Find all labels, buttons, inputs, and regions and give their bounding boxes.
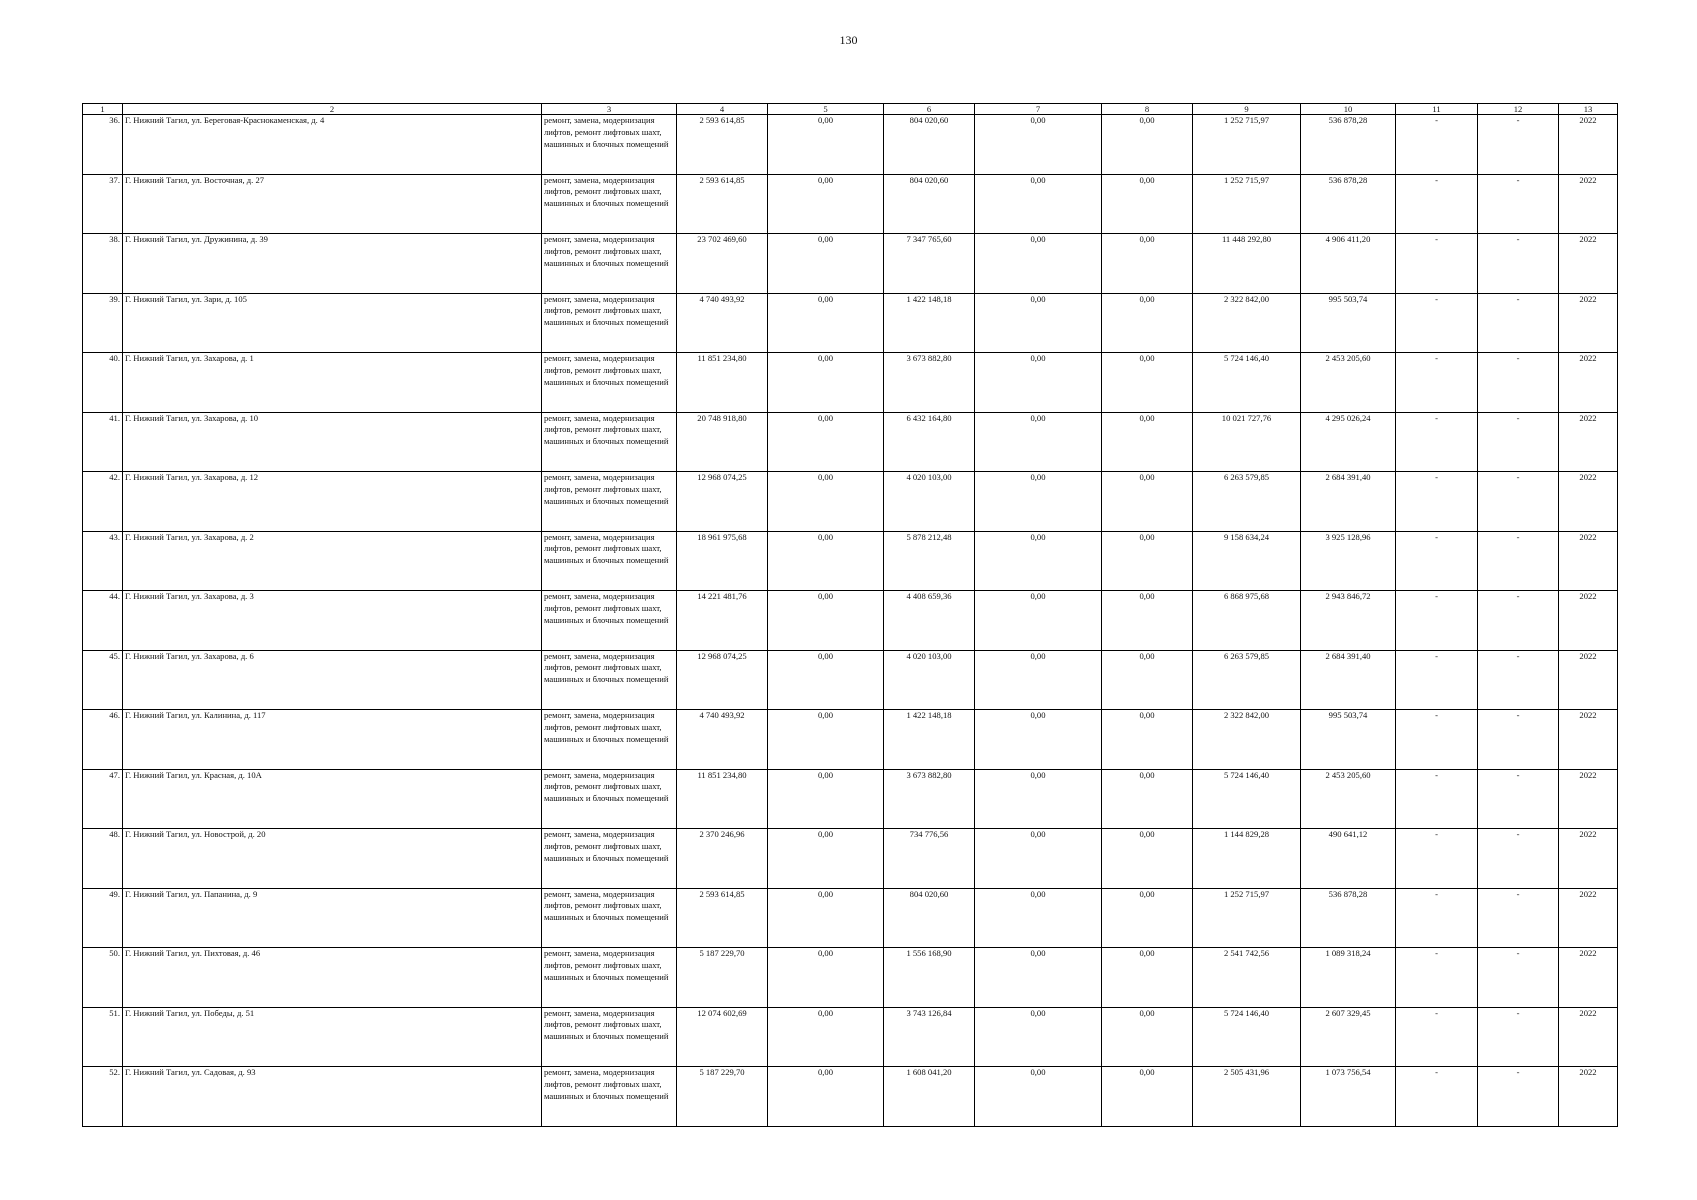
col9-cell: 11 448 292,80 [1193, 234, 1301, 294]
col8-cell: 0,00 [1102, 531, 1193, 591]
capital-repair-table [82, 103, 1618, 1127]
col7-cell: 0,00 [975, 948, 1102, 1008]
col8-cell: 0,00 [1102, 769, 1193, 829]
col9-cell: 6 868 975,68 [1193, 591, 1301, 651]
col10-cell: 1 073 756,54 [1301, 1067, 1396, 1127]
col10-cell: 536 878,28 [1301, 115, 1396, 175]
col6-cell: 734 776,56 [884, 829, 975, 889]
table-row [83, 948, 1618, 1008]
work-type-cell: ремонт, замена, модернизация лифтов, ремонт лифтовых шахт, машинных и блочных помещений [542, 710, 677, 770]
col6-cell: 4 020 103,00 [884, 472, 975, 532]
col8-cell: 0,00 [1102, 829, 1193, 889]
col11-cell: - [1396, 174, 1478, 234]
col12-cell: - [1478, 948, 1559, 1008]
col10-cell: 2 684 391,40 [1301, 472, 1396, 532]
address-cell: Г. Нижний Тагил, ул. Захарова, д. 3 [123, 591, 542, 651]
col6-cell: 804 020,60 [884, 115, 975, 175]
col12-cell: - [1478, 1007, 1559, 1067]
row-number: 52. [83, 1067, 123, 1127]
col12-cell: - [1478, 650, 1559, 710]
row-number: 49. [83, 888, 123, 948]
col11-cell: - [1396, 888, 1478, 948]
table-row [83, 829, 1618, 889]
column-header-10: 10 [1301, 104, 1396, 115]
col8-cell: 0,00 [1102, 948, 1193, 1008]
col5-cell: 0,00 [768, 710, 884, 770]
work-type-cell: ремонт, замена, модернизация лифтов, ремонт лифтовых шахт, машинных и блочных помещений [542, 412, 677, 472]
column-header-12: 12 [1478, 104, 1559, 115]
col7-cell: 0,00 [975, 710, 1102, 770]
col10-cell: 2 684 391,40 [1301, 650, 1396, 710]
col6-cell: 1 422 148,18 [884, 293, 975, 353]
col5-cell: 0,00 [768, 293, 884, 353]
col11-cell: - [1396, 948, 1478, 1008]
row-number: 38. [83, 234, 123, 294]
row-number: 42. [83, 472, 123, 532]
total-cost-cell: 11 851 234,80 [677, 353, 768, 413]
work-type-cell: ремонт, замена, модернизация лифтов, ремонт лифтовых шахт, машинных и блочных помещений [542, 650, 677, 710]
year-cell: 2022 [1559, 472, 1618, 532]
table-header [83, 104, 1618, 115]
address-cell: Г. Нижний Тагил, ул. Захарова, д. 10 [123, 412, 542, 472]
work-type-cell: ремонт, замена, модернизация лифтов, ремонт лифтовых шахт, машинных и блочных помещений [542, 888, 677, 948]
col11-cell: - [1396, 591, 1478, 651]
row-number: 51. [83, 1007, 123, 1067]
address-cell: Г. Нижний Тагил, ул. Пихтовая, д. 46 [123, 948, 542, 1008]
address-cell: Г. Нижний Тагил, ул. Зари, д. 105 [123, 293, 542, 353]
col10-cell: 4 295 026,24 [1301, 412, 1396, 472]
work-type-cell: ремонт, замена, модернизация лифтов, ремонт лифтовых шахт, машинных и блочных помещений [542, 769, 677, 829]
col6-cell: 1 556 168,90 [884, 948, 975, 1008]
row-number: 45. [83, 650, 123, 710]
table-row [83, 591, 1618, 651]
col5-cell: 0,00 [768, 888, 884, 948]
col9-cell: 5 724 146,40 [1193, 1007, 1301, 1067]
col10-cell: 3 925 128,96 [1301, 531, 1396, 591]
total-cost-cell: 18 961 975,68 [677, 531, 768, 591]
col7-cell: 0,00 [975, 293, 1102, 353]
col8-cell: 0,00 [1102, 293, 1193, 353]
table-row [83, 1007, 1618, 1067]
total-cost-cell: 5 187 229,70 [677, 948, 768, 1008]
col11-cell: - [1396, 115, 1478, 175]
col7-cell: 0,00 [975, 1007, 1102, 1067]
col12-cell: - [1478, 234, 1559, 294]
work-type-cell: ремонт, замена, модернизация лифтов, ремонт лифтовых шахт, машинных и блочных помещений [542, 174, 677, 234]
page-number: 130 [839, 33, 858, 47]
table-row [83, 710, 1618, 770]
total-cost-cell: 2 593 614,85 [677, 115, 768, 175]
work-type-cell: ремонт, замена, модернизация лифтов, ремонт лифтовых шахт, машинных и блочных помещений [542, 948, 677, 1008]
col8-cell: 0,00 [1102, 1067, 1193, 1127]
year-cell: 2022 [1559, 1067, 1618, 1127]
address-cell: Г. Нижний Тагил, ул. Победы, д. 51 [123, 1007, 542, 1067]
col5-cell: 0,00 [768, 1067, 884, 1127]
col10-cell: 1 089 318,24 [1301, 948, 1396, 1008]
col7-cell: 0,00 [975, 1067, 1102, 1127]
col7-cell: 0,00 [975, 769, 1102, 829]
col12-cell: - [1478, 472, 1559, 532]
col11-cell: - [1396, 531, 1478, 591]
table-row [83, 472, 1618, 532]
address-cell: Г. Нижний Тагил, ул. Захарова, д. 1 [123, 353, 542, 413]
row-number: 36. [83, 115, 123, 175]
col9-cell: 1 144 829,28 [1193, 829, 1301, 889]
year-cell: 2022 [1559, 115, 1618, 175]
col7-cell: 0,00 [975, 888, 1102, 948]
row-number: 41. [83, 412, 123, 472]
col10-cell: 2 607 329,45 [1301, 1007, 1396, 1067]
col6-cell: 7 347 765,60 [884, 234, 975, 294]
col11-cell: - [1396, 710, 1478, 770]
col5-cell: 0,00 [768, 174, 884, 234]
table-body [83, 115, 1618, 1127]
col7-cell: 0,00 [975, 472, 1102, 532]
col9-cell: 9 158 634,24 [1193, 531, 1301, 591]
col6-cell: 3 743 126,84 [884, 1007, 975, 1067]
col6-cell: 804 020,60 [884, 888, 975, 948]
col5-cell: 0,00 [768, 591, 884, 651]
col6-cell: 1 608 041,20 [884, 1067, 975, 1127]
col8-cell: 0,00 [1102, 710, 1193, 770]
col7-cell: 0,00 [975, 412, 1102, 472]
column-header-5: 5 [768, 104, 884, 115]
col11-cell: - [1396, 293, 1478, 353]
col5-cell: 0,00 [768, 769, 884, 829]
col5-cell: 0,00 [768, 650, 884, 710]
total-cost-cell: 14 221 481,76 [677, 591, 768, 651]
col7-cell: 0,00 [975, 531, 1102, 591]
year-cell: 2022 [1559, 412, 1618, 472]
col6-cell: 6 432 164,80 [884, 412, 975, 472]
year-cell: 2022 [1559, 293, 1618, 353]
total-cost-cell: 2 593 614,85 [677, 888, 768, 948]
total-cost-cell: 12 968 074,25 [677, 472, 768, 532]
col8-cell: 0,00 [1102, 174, 1193, 234]
col11-cell: - [1396, 1007, 1478, 1067]
total-cost-cell: 20 748 918,80 [677, 412, 768, 472]
col11-cell: - [1396, 829, 1478, 889]
total-cost-cell: 12 074 602,69 [677, 1007, 768, 1067]
work-type-cell: ремонт, замена, модернизация лифтов, ремонт лифтовых шахт, машинных и блочных помещений [542, 1067, 677, 1127]
row-number: 47. [83, 769, 123, 829]
table-row [83, 1067, 1618, 1127]
col12-cell: - [1478, 888, 1559, 948]
col11-cell: - [1396, 472, 1478, 532]
year-cell: 2022 [1559, 829, 1618, 889]
col5-cell: 0,00 [768, 234, 884, 294]
col12-cell: - [1478, 829, 1559, 889]
table-row [83, 769, 1618, 829]
col12-cell: - [1478, 591, 1559, 651]
col5-cell: 0,00 [768, 829, 884, 889]
year-cell: 2022 [1559, 1007, 1618, 1067]
total-cost-cell: 2 593 614,85 [677, 174, 768, 234]
col6-cell: 3 673 882,80 [884, 769, 975, 829]
address-cell: Г. Нижний Тагил, ул. Калинина, д. 117 [123, 710, 542, 770]
table-row [83, 174, 1618, 234]
column-number-row [83, 104, 1618, 115]
total-cost-cell: 4 740 493,92 [677, 293, 768, 353]
table-row [83, 293, 1618, 353]
address-cell: Г. Нижний Тагил, ул. Садовая, д. 93 [123, 1067, 542, 1127]
work-type-cell: ремонт, замена, модернизация лифтов, ремонт лифтовых шахт, машинных и блочных помещений [542, 1007, 677, 1067]
col7-cell: 0,00 [975, 650, 1102, 710]
col8-cell: 0,00 [1102, 115, 1193, 175]
year-cell: 2022 [1559, 710, 1618, 770]
table-row [83, 353, 1618, 413]
col9-cell: 2 322 842,00 [1193, 710, 1301, 770]
col8-cell: 0,00 [1102, 472, 1193, 532]
year-cell: 2022 [1559, 234, 1618, 294]
col11-cell: - [1396, 650, 1478, 710]
col5-cell: 0,00 [768, 115, 884, 175]
address-cell: Г. Нижний Тагил, ул. Новострой, д. 20 [123, 829, 542, 889]
col10-cell: 490 641,12 [1301, 829, 1396, 889]
column-header-3: 3 [542, 104, 677, 115]
column-header-2: 2 [123, 104, 542, 115]
col7-cell: 0,00 [975, 353, 1102, 413]
work-type-cell: ремонт, замена, модернизация лифтов, ремонт лифтовых шахт, машинных и блочных помещений [542, 353, 677, 413]
column-header-1: 1 [83, 104, 123, 115]
col7-cell: 0,00 [975, 829, 1102, 889]
address-cell: Г. Нижний Тагил, ул. Папанина, д. 9 [123, 888, 542, 948]
col8-cell: 0,00 [1102, 888, 1193, 948]
col10-cell: 2 453 205,60 [1301, 353, 1396, 413]
work-type-cell: ремонт, замена, модернизация лифтов, ремонт лифтовых шахт, машинных и блочных помещений [542, 591, 677, 651]
work-type-cell: ремонт, замена, модернизация лифтов, ремонт лифтовых шахт, машинных и блочных помещений [542, 531, 677, 591]
col8-cell: 0,00 [1102, 353, 1193, 413]
column-header-8: 8 [1102, 104, 1193, 115]
year-cell: 2022 [1559, 650, 1618, 710]
row-number: 40. [83, 353, 123, 413]
col10-cell: 2 453 205,60 [1301, 769, 1396, 829]
col9-cell: 5 724 146,40 [1193, 769, 1301, 829]
col9-cell: 2 322 842,00 [1193, 293, 1301, 353]
address-cell: Г. Нижний Тагил, ул. Захарова, д. 12 [123, 472, 542, 532]
col7-cell: 0,00 [975, 234, 1102, 294]
col11-cell: - [1396, 234, 1478, 294]
col11-cell: - [1396, 353, 1478, 413]
col12-cell: - [1478, 412, 1559, 472]
col10-cell: 536 878,28 [1301, 174, 1396, 234]
col6-cell: 804 020,60 [884, 174, 975, 234]
col9-cell: 1 252 715,97 [1193, 115, 1301, 175]
col10-cell: 4 906 411,20 [1301, 234, 1396, 294]
col5-cell: 0,00 [768, 1007, 884, 1067]
work-type-cell: ремонт, замена, модернизация лифтов, ремонт лифтовых шахт, машинных и блочных помещений [542, 234, 677, 294]
col11-cell: - [1396, 412, 1478, 472]
address-cell: Г. Нижний Тагил, ул. Красная, д. 10А [123, 769, 542, 829]
col5-cell: 0,00 [768, 531, 884, 591]
row-number: 43. [83, 531, 123, 591]
col5-cell: 0,00 [768, 948, 884, 1008]
year-cell: 2022 [1559, 531, 1618, 591]
col12-cell: - [1478, 531, 1559, 591]
work-type-cell: ремонт, замена, модернизация лифтов, ремонт лифтовых шахт, машинных и блочных помещений [542, 293, 677, 353]
work-type-cell: ремонт, замена, модернизация лифтов, ремонт лифтовых шахт, машинных и блочных помещений [542, 115, 677, 175]
column-header-11: 11 [1396, 104, 1478, 115]
col12-cell: - [1478, 115, 1559, 175]
col6-cell: 4 408 659,36 [884, 591, 975, 651]
address-cell: Г. Нижний Тагил, ул. Захарова, д. 2 [123, 531, 542, 591]
column-header-4: 4 [677, 104, 768, 115]
year-cell: 2022 [1559, 591, 1618, 651]
year-cell: 2022 [1559, 888, 1618, 948]
col12-cell: - [1478, 293, 1559, 353]
col5-cell: 0,00 [768, 353, 884, 413]
col8-cell: 0,00 [1102, 412, 1193, 472]
year-cell: 2022 [1559, 948, 1618, 1008]
year-cell: 2022 [1559, 769, 1618, 829]
col12-cell: - [1478, 353, 1559, 413]
total-cost-cell: 23 702 469,60 [677, 234, 768, 294]
col7-cell: 0,00 [975, 174, 1102, 234]
address-cell: Г. Нижний Тагил, ул. Дружинина, д. 39 [123, 234, 542, 294]
col8-cell: 0,00 [1102, 591, 1193, 651]
table-row [83, 888, 1618, 948]
col11-cell: - [1396, 769, 1478, 829]
col9-cell: 5 724 146,40 [1193, 353, 1301, 413]
table-row [83, 531, 1618, 591]
address-cell: Г. Нижний Тагил, ул. Захарова, д. 6 [123, 650, 542, 710]
col10-cell: 2 943 846,72 [1301, 591, 1396, 651]
address-cell: Г. Нижний Тагил, ул. Восточная, д. 27 [123, 174, 542, 234]
col5-cell: 0,00 [768, 472, 884, 532]
col9-cell: 2 541 742,56 [1193, 948, 1301, 1008]
row-number: 44. [83, 591, 123, 651]
col11-cell: - [1396, 1067, 1478, 1127]
col8-cell: 0,00 [1102, 1007, 1193, 1067]
row-number: 48. [83, 829, 123, 889]
year-cell: 2022 [1559, 174, 1618, 234]
col9-cell: 1 252 715,97 [1193, 174, 1301, 234]
col7-cell: 0,00 [975, 591, 1102, 651]
row-number: 39. [83, 293, 123, 353]
col12-cell: - [1478, 1067, 1559, 1127]
col9-cell: 6 263 579,85 [1193, 472, 1301, 532]
table-row [83, 412, 1618, 472]
year-cell: 2022 [1559, 353, 1618, 413]
col8-cell: 0,00 [1102, 650, 1193, 710]
row-number: 46. [83, 710, 123, 770]
col6-cell: 5 878 212,48 [884, 531, 975, 591]
col6-cell: 3 673 882,80 [884, 353, 975, 413]
work-type-cell: ремонт, замена, модернизация лифтов, ремонт лифтовых шахт, машинных и блочных помещений [542, 472, 677, 532]
row-number: 37. [83, 174, 123, 234]
col12-cell: - [1478, 174, 1559, 234]
col7-cell: 0,00 [975, 115, 1102, 175]
total-cost-cell: 2 370 246,96 [677, 829, 768, 889]
column-header-9: 9 [1193, 104, 1301, 115]
col6-cell: 1 422 148,18 [884, 710, 975, 770]
col10-cell: 995 503,74 [1301, 710, 1396, 770]
column-header-13: 13 [1559, 104, 1618, 115]
row-number: 50. [83, 948, 123, 1008]
table-row [83, 234, 1618, 294]
total-cost-cell: 11 851 234,80 [677, 769, 768, 829]
col10-cell: 536 878,28 [1301, 888, 1396, 948]
table-row [83, 650, 1618, 710]
col5-cell: 0,00 [768, 412, 884, 472]
column-header-7: 7 [975, 104, 1102, 115]
total-cost-cell: 12 968 074,25 [677, 650, 768, 710]
col12-cell: - [1478, 710, 1559, 770]
work-type-cell: ремонт, замена, модернизация лифтов, ремонт лифтовых шахт, машинных и блочных помещений [542, 829, 677, 889]
col12-cell: - [1478, 769, 1559, 829]
col6-cell: 4 020 103,00 [884, 650, 975, 710]
total-cost-cell: 4 740 493,92 [677, 710, 768, 770]
col9-cell: 1 252 715,97 [1193, 888, 1301, 948]
total-cost-cell: 5 187 229,70 [677, 1067, 768, 1127]
table-row [83, 115, 1618, 175]
col8-cell: 0,00 [1102, 234, 1193, 294]
col9-cell: 10 021 727,76 [1193, 412, 1301, 472]
col10-cell: 995 503,74 [1301, 293, 1396, 353]
col9-cell: 6 263 579,85 [1193, 650, 1301, 710]
address-cell: Г. Нижний Тагил, ул. Береговая-Краснокаменская, д. 4 [123, 115, 542, 175]
col9-cell: 2 505 431,96 [1193, 1067, 1301, 1127]
column-header-6: 6 [884, 104, 975, 115]
